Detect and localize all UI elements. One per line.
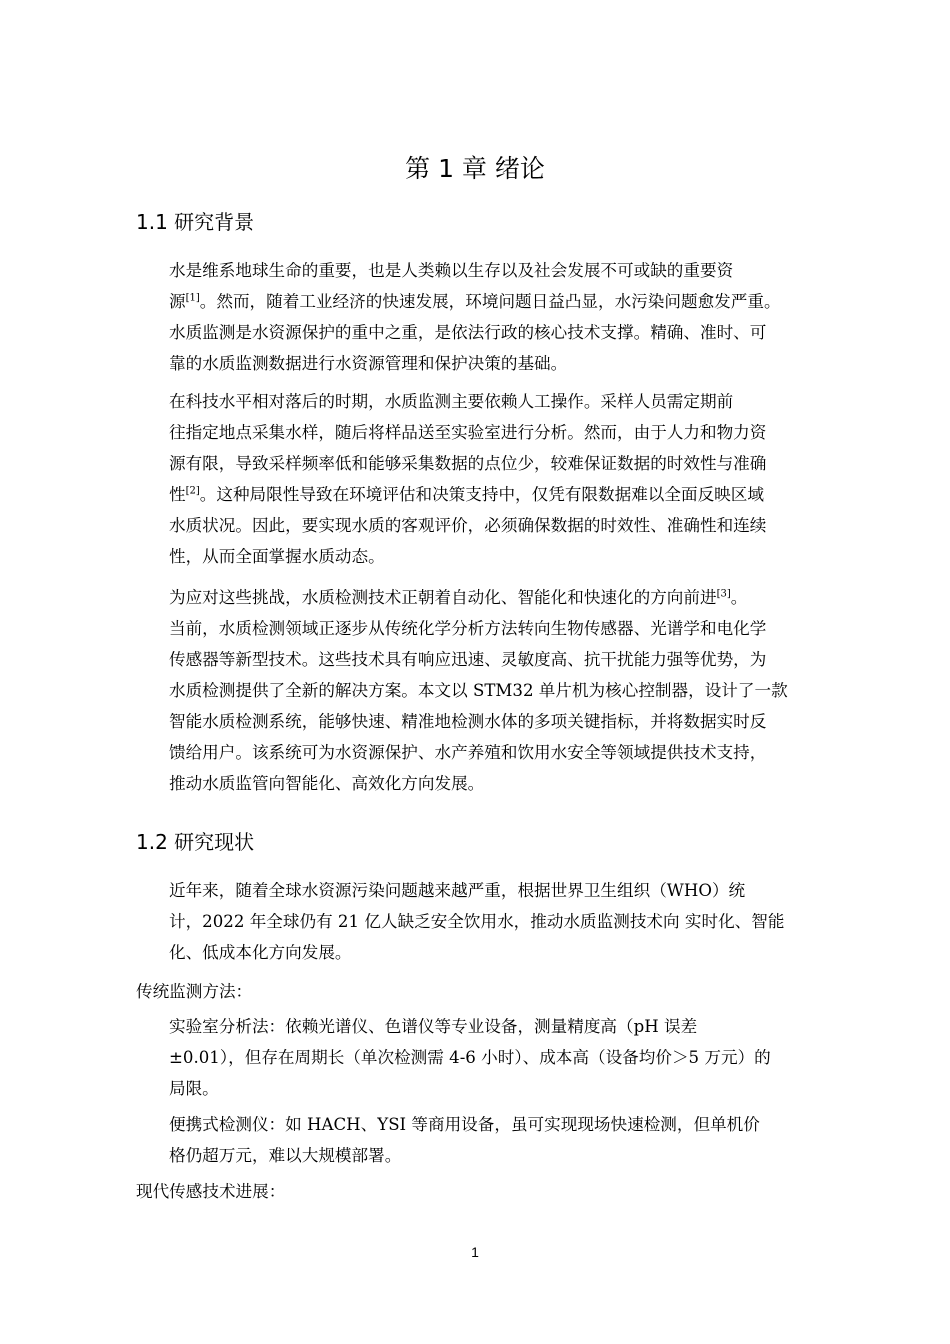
chapter-title: 第 1 章 绪论 xyxy=(405,154,545,183)
text-span: 源 xyxy=(169,292,186,311)
label-traditional-methods: 传统监测方法： xyxy=(136,982,253,1001)
text-line xyxy=(136,479,838,510)
paragraph-background-2 xyxy=(136,386,838,572)
text-line: 传感器等新型技术。这些技术具有响应迅速、灵敏度高、抗干扰能力强等优势，为 xyxy=(169,650,767,669)
text-line: 计，2022 年全球仍有 21 亿人缺乏安全饮用水，推动水质监测技术向 实时化、智能 xyxy=(169,912,785,931)
text-line xyxy=(136,286,838,317)
page-number: 1 xyxy=(471,1244,479,1260)
label-modern-sensing: 现代传感技术进展： xyxy=(136,1182,286,1201)
section-title-status: 1.2 研究现状 xyxy=(136,830,255,854)
text-line: 水是维系地球生命的重要，也是人类赖以生存以及社会发展不可或缺的重要资 xyxy=(169,261,734,280)
text-line: 推动水质监管向智能化、高效化方向发展。 xyxy=(169,774,485,793)
paragraph-status-1 xyxy=(136,875,838,968)
paragraph-lab-analysis xyxy=(136,1011,838,1104)
paragraph-background-3 xyxy=(136,582,838,799)
text-span: 。这种局限性导致在环境评估和决策支持中，仅凭有限数据难以全面反映区域 xyxy=(199,485,764,504)
text-line: 智能水质检测系统，能够快速、精准地检测水体的多项关键指标，并将数据实时反 xyxy=(169,712,767,731)
text-span: 。然而，随着工业经济的快速发展，环境问题日益凸显，水污染问题愈发严重。 xyxy=(199,292,781,311)
section-title-background: 1.1 研究背景 xyxy=(136,210,255,234)
text-line: 性，从而全面掌握水质动态。 xyxy=(169,547,385,566)
text-line: 便携式检测仪：如 HACH、YSI 等商用设备，虽可实现现场快速检测，但单机价 xyxy=(169,1115,760,1134)
text-line: 往指定地点采集水样，随后将样品送至实验室进行分析。然而，由于人力和物力资 xyxy=(169,423,767,442)
text-span: 。 xyxy=(730,588,748,607)
citation-1: [1] xyxy=(185,292,200,304)
text-line: ±0.01），但存在周期长（单次检测需 4-6 小时）、成本高（设备均价＞5 万元）的 xyxy=(169,1048,771,1067)
text-line: 当前，水质检测领域正逐步从传统化学分析方法转向生物传感器、光谱学和电化学 xyxy=(169,619,767,638)
text-line: 在科技水平相对落后的时期，水质监测主要依赖人工操作。采样人员需定期前 xyxy=(169,392,734,411)
text-line: 局限。 xyxy=(169,1079,219,1098)
text-line: 化、低成本化方向发展。 xyxy=(169,943,352,962)
text-line: 实验室分析法：依赖光谱仪、色谱仪等专业设备，测量精度高（pH 误差 xyxy=(169,1017,698,1036)
citation-3: [3] xyxy=(716,588,731,600)
text-span: 为应对这些挑战，水质检测技术正朝着自动化、智能化和快速化的方向前进 xyxy=(169,588,717,607)
text-line: 源有限，导致采样频率低和能够采集数据的点位少，较难保证数据的时效性与准确 xyxy=(169,454,767,473)
text-line: 格仍超万元，难以大规模部署。 xyxy=(169,1146,402,1165)
text-span: 性 xyxy=(169,485,186,504)
paragraph-background-1 xyxy=(136,255,838,379)
text-line: 水质监测是水资源保护的重中之重，是依法行政的核心技术支撑。精确、准时、可 xyxy=(169,323,767,342)
text-line: 馈给用户。该系统可为水资源保护、水产养殖和饮用水安全等领域提供技术支持， xyxy=(169,743,767,762)
text-line: 近年来，随着全球水资源污染问题越来越严重，根据世界卫生组织（WHO）统 xyxy=(169,881,746,900)
paragraph-portable-detector xyxy=(136,1109,838,1171)
text-line: 靠的水质监测数据进行水资源管理和保护决策的基础。 xyxy=(169,354,568,373)
text-line xyxy=(136,582,838,613)
text-line: 水质状况。因此，要实现水质的客观评价，必须确保数据的时效性、准确性和连续 xyxy=(169,516,767,535)
citation-2: [2] xyxy=(185,485,200,497)
text-line: 水质检测提供了全新的解决方案。本文以 STM32 单片机为核心控制器，设计了一款 xyxy=(169,681,788,700)
